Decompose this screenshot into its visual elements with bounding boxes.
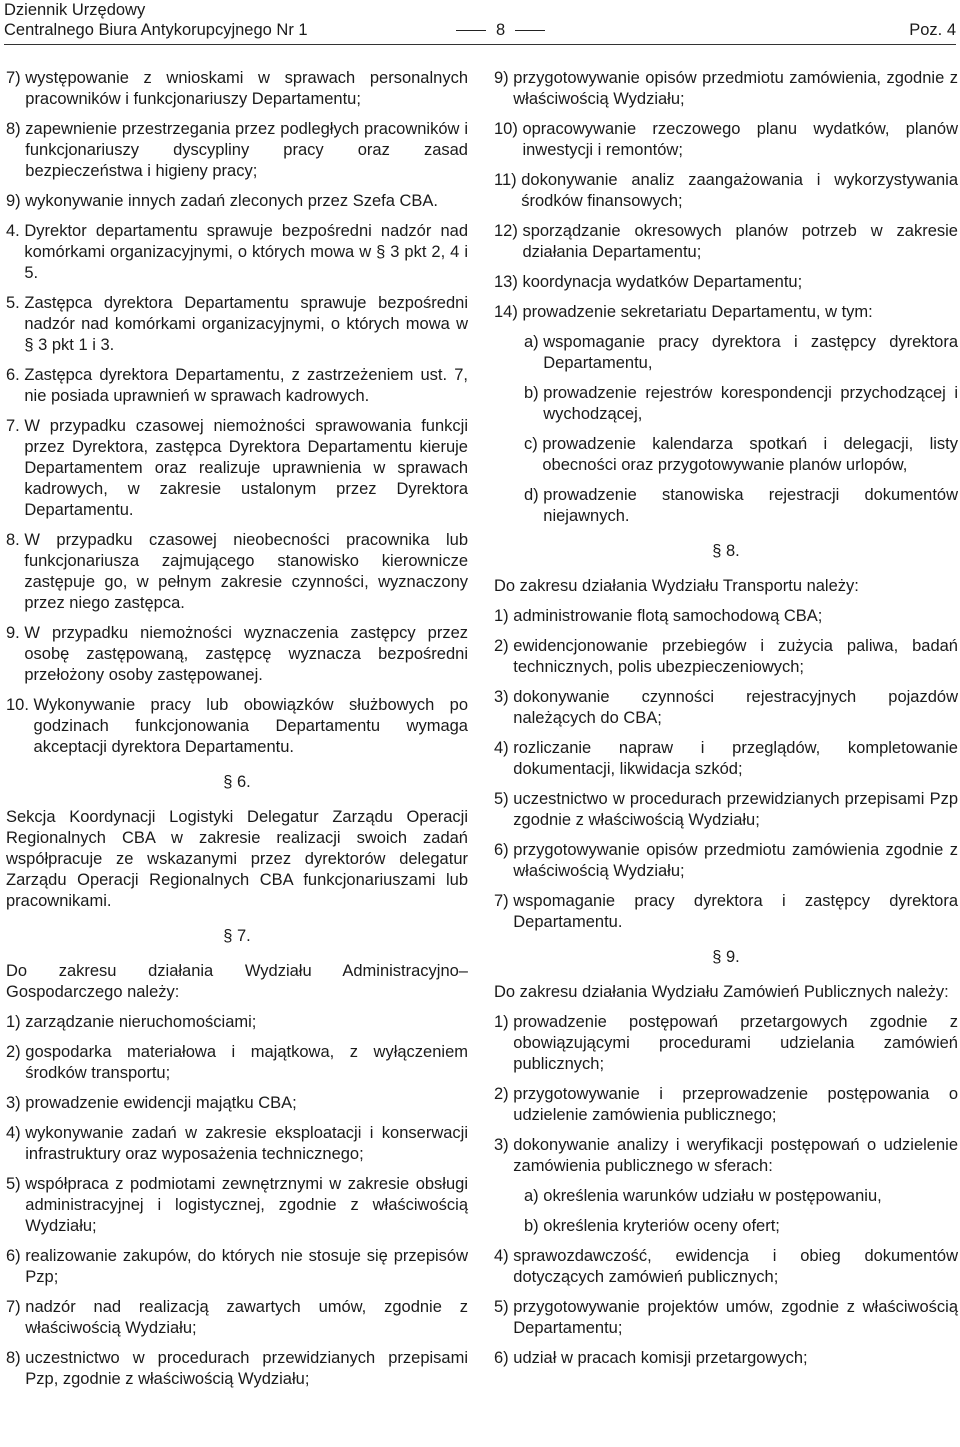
item-text: opracowywanie rzeczowego planu wydatków, planów inwestycji i remontów; — [522, 120, 958, 159]
sub-item-text: określenia warunków udziału w postępowaniu, — [543, 1187, 882, 1205]
section-9-intro: Do zakresu działania Wydziału Zamówień Publicznych należy: — [494, 983, 949, 1001]
sub-list-item — [494, 434, 958, 476]
list-item — [494, 1012, 958, 1075]
list-item — [494, 840, 958, 882]
list-item — [6, 1348, 468, 1390]
item-text: prowadzenie sekretariatu Departamentu, w tym: — [522, 303, 873, 321]
sub-item-text: prowadzenie stanowiska rejestracji dokumentów niejawnych. — [543, 486, 958, 525]
item-text: sporządzanie okresowych planów potrzeb w zakresie działania Departamentu; — [522, 222, 958, 261]
paragraph-number: 7. — [6, 417, 25, 435]
list-item — [494, 687, 958, 729]
sub-item-letter: b) — [524, 1217, 544, 1235]
paragraph-number: 10. — [6, 696, 34, 714]
list-item — [6, 68, 468, 110]
item-number: 1) — [494, 607, 514, 625]
paragraph-item — [6, 221, 468, 284]
paragraph-number: 5. — [6, 294, 25, 312]
section-8-intro: Do zakresu działania Wydziału Transportu należy: — [494, 577, 859, 595]
paragraph-item — [6, 623, 468, 686]
section-6-heading: § 6. — [223, 773, 251, 791]
left-column — [6, 68, 468, 1399]
sub-list-item — [494, 332, 958, 374]
paragraph-number: 9. — [6, 624, 25, 642]
item-text: zarządzanie nieruchomościami; — [25, 1013, 257, 1031]
list-item — [6, 1093, 468, 1114]
position-label: Poz. 4 — [909, 21, 956, 39]
item-text: przygotowywanie opisów przedmiotu zamówienia, zgodnie z właściwością Wydziału; — [513, 69, 958, 108]
list-item — [494, 636, 958, 678]
section-7-intro: Do zakresu działania Wydziału Administracyjno–Gospodarczego należy: — [6, 962, 468, 1001]
sub-item-text: wspomaganie pracy dyrektora i zastępcy dyrektora Departamentu, — [543, 333, 958, 372]
item-text: wspomaganie pracy dyrektora i zastępcy dyrektora Departamentu. — [513, 892, 958, 931]
journal-title-line1: Dziennik Urzędowy — [4, 1, 146, 19]
sub-item-text: określenia kryteriów oceny ofert; — [543, 1217, 780, 1235]
paragraph-item — [6, 365, 468, 407]
item-number: 3) — [6, 1094, 26, 1112]
item-text: zapewnienie przestrzegania przez podległych pracowników i funkcjonariuszy dyscypliny pracy oraz zasad bezpieczeństwa i higieny pracy; — [25, 120, 468, 180]
item-number: 2) — [6, 1043, 26, 1061]
dash-left — [456, 30, 486, 31]
item-number: 4) — [494, 1247, 514, 1265]
paragraph-number: 6. — [6, 366, 25, 384]
list-item — [494, 272, 958, 293]
sub-list-item — [494, 1216, 958, 1237]
item-number: 3) — [494, 1136, 514, 1154]
list-item — [494, 1297, 958, 1339]
item-number: 7) — [494, 892, 514, 910]
sub-item-text: prowadzenie kalendarza spotkań i delegacji, listy obecności oraz przygotowywanie planów urlopów, — [542, 435, 958, 474]
list-item — [494, 221, 958, 263]
list-item — [494, 738, 958, 780]
paragraph-text: Dyrektor departamentu sprawuje bezpośredni nadzór nad komórkami organizacyjnymi, o których mowa w § 3 pkt 2, 4 i 5. — [24, 222, 468, 282]
item-text: ewidencjonowanie przebiegów i zużycia paliwa, badań technicznych, polis ubezpieczeniowych; — [513, 637, 958, 676]
item-number: 4) — [6, 1124, 26, 1142]
sub-item-letter: a) — [524, 333, 544, 351]
item-number: 2) — [494, 1085, 514, 1103]
item-number: 4) — [494, 739, 514, 757]
item-number: 6) — [494, 841, 514, 859]
sub-item-letter: a) — [524, 1187, 544, 1205]
section-8-heading: § 8. — [712, 542, 740, 560]
paragraph-text: Wykonywanie pracy lub obowiązków służbowych po godzinach funkcjonowania Departamentu wymaga akceptacji dyrektora Departamentu. — [33, 696, 468, 756]
item-text: przygotowywanie projektów umów, zgodnie z właściwością Departamentu; — [513, 1298, 958, 1337]
item-number: 8) — [6, 120, 26, 138]
list-item — [6, 1297, 468, 1339]
list-item — [6, 1246, 468, 1288]
paragraph-item — [6, 695, 468, 758]
paragraph-text: W przypadku czasowej niemożności sprawowania funkcji przez Dyrektora, zastępca Dyrektora Departamentu kieruje Departamentem oraz realizuje uprawnienia w sprawach kadrowych, w zakresie ustalonym przez Dyrektora Departamentu. — [24, 417, 468, 519]
item-number: 1) — [6, 1013, 26, 1031]
sub-list-item — [494, 383, 958, 425]
sub-item-letter: d) — [524, 486, 544, 504]
sub-item-text: prowadzenie rejestrów korespondencji przychodzącej i wychodzącej, — [543, 384, 958, 423]
list-item — [494, 1084, 958, 1126]
item-number: 13) — [494, 273, 523, 291]
paragraph-item — [6, 530, 468, 614]
item-text: dokonywanie analizy i weryfikacji postępowań o udzielenie zamówienia publicznego w sferach: — [513, 1136, 958, 1175]
list-item — [494, 891, 958, 933]
item-text: nadzór nad realizacją zawartych umów, zgodnie z właściwością Wydziału; — [25, 1298, 468, 1337]
item-number: 5) — [494, 1298, 514, 1316]
list-item — [6, 119, 468, 182]
sub-item-letter: b) — [524, 384, 544, 402]
list-item — [494, 1348, 958, 1369]
item-text: sprawozdawczość, ewidencja i obieg dokumentów dotyczących zamówień publicznych; — [513, 1247, 958, 1286]
item-number: 7) — [6, 69, 26, 87]
list-item — [494, 119, 958, 161]
item-text: realizowanie zakupów, do których nie stosuje się przepisów Pzp; — [25, 1247, 468, 1286]
item-text: rozliczanie napraw i przeglądów, kompletowanie dokumentacji, likwidacja szkód; — [513, 739, 958, 778]
list-item — [494, 606, 958, 627]
item-number: 8) — [6, 1349, 26, 1367]
item-number: 11) — [494, 171, 522, 189]
item-number: 6) — [6, 1247, 26, 1265]
item-number: 7) — [6, 1298, 26, 1316]
paragraph-item — [6, 416, 468, 521]
item-number: 10) — [494, 120, 523, 138]
journal-title — [4, 0, 308, 40]
item-number: 6) — [494, 1349, 514, 1367]
paragraph-text: W przypadku czasowej nieobecności pracownika lub funkcjonariusza zajmującego stanowisko kierownicze zastępuje go, w pełnym zakresie czynności, wyznaczony przez niego zastępca. — [24, 531, 468, 612]
item-text: współpraca z podmiotami zewnętrznymi w zakresie obsługi administracyjnej i logistycznej, zgodnie z właściwością Wydziału; — [25, 1175, 468, 1235]
journal-title-line2: Centralnego Biura Antykorupcyjnego Nr 1 — [4, 21, 308, 39]
item-text: występowanie z wnioskami w sprawach personalnych pracowników i funkcjonariuszy Departamentu; — [25, 69, 468, 108]
item-number: 5) — [6, 1175, 26, 1193]
list-item — [494, 1246, 958, 1288]
paragraph-item — [6, 293, 468, 356]
page-header — [4, 0, 956, 45]
sub-list-item — [494, 485, 958, 527]
list-item — [6, 1012, 468, 1033]
item-text: wykonywanie innych zadań zleconych przez Szefa CBA. — [25, 192, 438, 210]
page-number-value: 8 — [496, 21, 506, 39]
list-item — [494, 68, 958, 110]
item-text: przygotowywanie opisów przedmiotu zamówienia zgodnie z właściwością Wydziału; — [513, 841, 958, 880]
item-number: 9) — [6, 192, 26, 210]
dash-right — [515, 30, 545, 31]
item-text: wykonywanie zadań w zakresie eksploatacji i konserwacji infrastruktury oraz wyposażenia technicznego; — [25, 1124, 468, 1163]
item-text: udział w pracach komisji przetargowych; — [513, 1349, 808, 1367]
list-item — [6, 191, 468, 212]
list-item — [6, 1174, 468, 1237]
item-text: dokonywanie czynności rejestracyjnych pojazdów należących do CBA; — [513, 688, 958, 727]
right-column — [494, 68, 958, 1378]
page-number — [446, 20, 555, 40]
section-7-heading: § 7. — [223, 927, 251, 945]
item-text: administrowanie flotą samochodową CBA; — [513, 607, 823, 625]
item-number: 14) — [494, 303, 523, 321]
list-item — [6, 1042, 468, 1084]
item-text: prowadzenie postępowań przetargowych zgodnie z obowiązującymi procedurami udzielania zamówień publicznych; — [513, 1013, 958, 1073]
sub-list-item — [494, 1186, 958, 1207]
paragraph-text: W przypadku niemożności wyznaczenia zastępcy przez osobę zastępowaną, zastępcę wyznacza bezpośredni przełożony osoby zastępowanej. — [24, 624, 468, 684]
item-text: koordynacja wydatków Departamentu; — [522, 273, 803, 291]
section-9-heading: § 9. — [712, 948, 740, 966]
item-text: uczestnictwo w procedurach przewidzianych przepisami Pzp, zgodnie z właściwością Wydziału; — [25, 1349, 468, 1388]
paragraph-number: 8. — [6, 531, 25, 549]
list-item — [494, 1135, 958, 1177]
paragraph-number: 4. — [6, 222, 25, 240]
paragraph-text: Zastępca dyrektora Departamentu, z zastrzeżeniem ust. 7, nie posiada uprawnień w sprawach kadrowych. — [24, 366, 468, 405]
item-text: prowadzenie ewidencji majątku CBA; — [25, 1094, 297, 1112]
item-number: 12) — [494, 222, 523, 240]
list-item — [494, 170, 958, 212]
section-6-text: Sekcja Koordynacji Logistyki Delegatur Zarządu Operacji Regionalnych CBA w zakresie realizacji swoich zadań współpracuje ze wskazanymi przez dyrektorów delegatur Zarządu Operacji Regionalnych CBA funkcjonariuszami lub pracownikami. — [6, 808, 468, 910]
item-number: 2) — [494, 637, 514, 655]
item-text: gospodarka materiałowa i majątkowa, z wyłączeniem środków transportu; — [25, 1043, 468, 1082]
list-item — [6, 1123, 468, 1165]
item-text: dokonywanie analiz zaangażowania i wykorzystywania środków finansowych; — [521, 171, 958, 210]
item-number: 3) — [494, 688, 514, 706]
item-number: 1) — [494, 1013, 514, 1031]
item-text: przygotowywanie i przeprowadzenie postępowania o udzielenie zamówienia publicznego; — [513, 1085, 958, 1124]
list-item — [494, 302, 958, 323]
item-text: uczestnictwo w procedurach przewidzianych przepisami Pzp zgodnie z właściwością Wydziału; — [513, 790, 958, 829]
paragraph-text: Zastępca dyrektora Departamentu sprawuje bezpośredni nadzór nad komórkami organizacyjnymi, o których mowa w § 3 pkt 1 i 3. — [24, 294, 468, 354]
item-number: 5) — [494, 790, 514, 808]
sub-item-letter: c) — [524, 435, 543, 453]
list-item — [494, 789, 958, 831]
item-number: 9) — [494, 69, 514, 87]
